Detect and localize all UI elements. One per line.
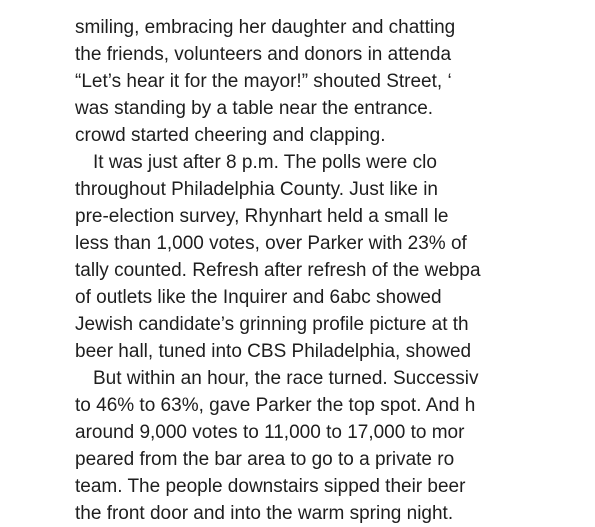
text-line: the front door and into the warm spring night. <box>75 503 454 524</box>
text-line <box>75 0 595 14</box>
text-line: smiling, embracing her daughter and chatting <box>75 17 456 38</box>
text-line: Jewish candidate’s grinning profile picture at th <box>75 314 469 335</box>
text-line: of outlets like the Inquirer and 6abc showed <box>75 287 442 308</box>
text-line: peared from the bar area to go to a private ro <box>75 449 455 470</box>
text-line: team. The people downstairs sipped their beer <box>75 476 466 497</box>
text-line: the friends, volunteers and donors in attenda <box>75 44 452 65</box>
text-line: crowd started cheering and clapping. <box>75 125 386 146</box>
text-line: It was just after 8 p.m. The polls were clo <box>93 152 437 173</box>
text-line: around 9,000 votes to 11,000 to 17,000 to mor <box>75 422 465 443</box>
text-line: “Let’s hear it for the mayor!” shouted Street, ‘ <box>75 71 452 92</box>
text-line: pre-election survey, Rhynhart held a small le <box>75 206 449 227</box>
text-line: tally counted. Refresh after refresh of the webpa <box>75 260 481 281</box>
text-line: was standing by a table near the entrance. <box>75 98 434 119</box>
text-line: But within an hour, the race turned. Successiv <box>93 368 479 389</box>
article-column <box>75 0 595 527</box>
text-line: to 46% to 63%, gave Parker the top spot. And h <box>75 395 476 416</box>
text-line: throughout Philadelphia County. Just like in <box>75 179 438 200</box>
text-line: less than 1,000 votes, over Parker with 23% of <box>75 233 467 254</box>
text-line: beer hall, tuned into CBS Philadelphia, showed <box>75 341 472 362</box>
